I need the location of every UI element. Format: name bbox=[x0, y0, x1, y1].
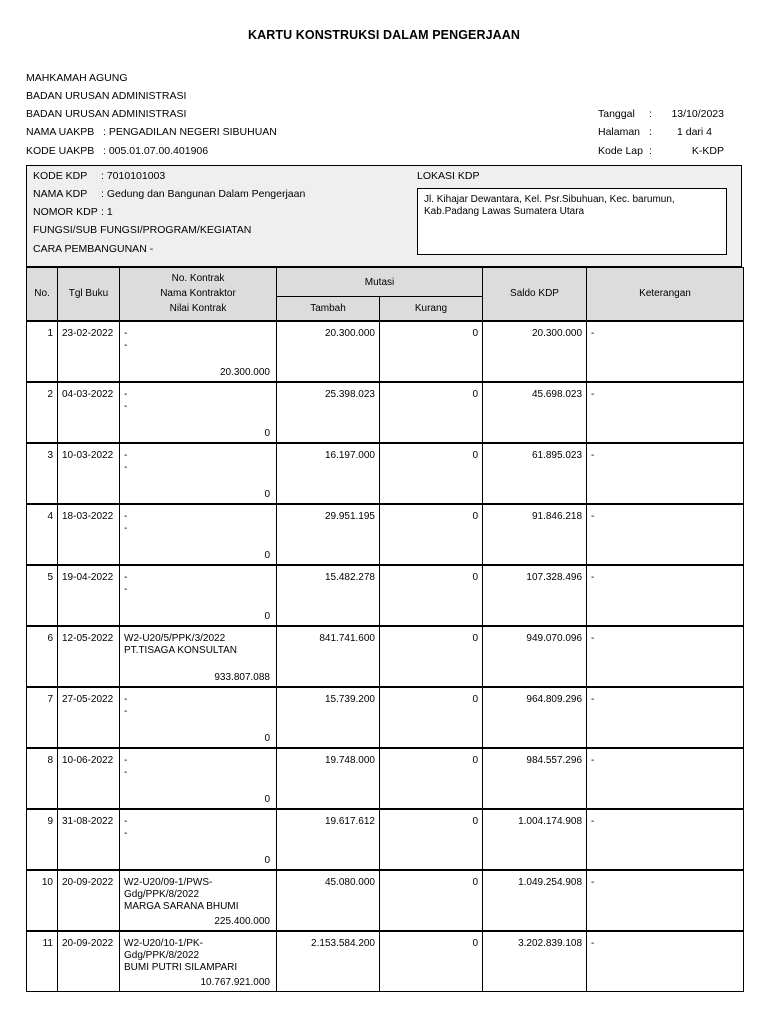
header-mutasi: Mutasi bbox=[277, 268, 483, 297]
cell-kurang: 0 bbox=[380, 687, 483, 748]
cell-keterangan: - bbox=[587, 931, 744, 992]
cell-nilai-kontrak: 0 bbox=[264, 854, 270, 866]
cell-no-kontrak: - bbox=[124, 693, 128, 705]
cell-tgl-buku: 12-05-2022 bbox=[58, 626, 120, 687]
lokasi-kdp-value: Jl. Kihajar Dewantara, Kel. Psr.Sibuhuan, Kec. barumun, Kab.Padang Lawas Sumatera Utara bbox=[417, 188, 727, 255]
cell-nama-kontraktor: MARGA SARANA BHUMI bbox=[124, 900, 239, 912]
cell-saldo: 61.895.023 bbox=[483, 443, 587, 504]
cell-tgl-buku: 23-02-2022 bbox=[58, 321, 120, 382]
kode-lap-value: K-KDP bbox=[691, 145, 724, 157]
kode-uakpb bbox=[26, 145, 208, 157]
cell-tambah: 16.197.000 bbox=[277, 443, 380, 504]
cell-no: 8 bbox=[27, 748, 58, 809]
cell-no: 4 bbox=[27, 504, 58, 565]
cell-keterangan: - bbox=[587, 748, 744, 809]
cell-tambah: 20.300.000 bbox=[277, 321, 380, 382]
cell-kontrak bbox=[120, 443, 277, 504]
cell-saldo: 20.300.000 bbox=[483, 321, 587, 382]
cell-saldo: 3.202.839.108 bbox=[483, 931, 587, 992]
cell-nilai-kontrak: 0 bbox=[264, 427, 270, 439]
nomor-kdp-label: NOMOR KDP bbox=[33, 206, 98, 218]
cell-kurang: 0 bbox=[380, 382, 483, 443]
cell-tgl-buku: 18-03-2022 bbox=[58, 504, 120, 565]
table-row bbox=[27, 504, 744, 565]
nomor-kdp-value: : 1 bbox=[101, 206, 113, 218]
org-line-1: MAHKAMAH AGUNG bbox=[26, 72, 128, 84]
tanggal-label: Tanggal bbox=[598, 108, 635, 120]
header-tambah: Tambah bbox=[277, 297, 380, 321]
kode-uakpb-label: KODE UAKPB bbox=[26, 145, 95, 157]
header-tgl-buku: Tgl Buku bbox=[58, 268, 120, 321]
table-row bbox=[27, 321, 744, 382]
lokasi-kdp-label: LOKASI KDP bbox=[417, 170, 480, 182]
cell-kurang: 0 bbox=[380, 504, 483, 565]
cell-no: 6 bbox=[27, 626, 58, 687]
cell-keterangan: - bbox=[587, 382, 744, 443]
cell-tgl-buku: 20-09-2022 bbox=[58, 931, 120, 992]
cell-nilai-kontrak: 0 bbox=[264, 488, 270, 500]
cell-tgl-buku: 10-06-2022 bbox=[58, 748, 120, 809]
table-row bbox=[27, 443, 744, 504]
halaman-label: Halaman bbox=[598, 126, 641, 138]
document-title: KARTU KONSTRUKSI DALAM PENGERJAAN bbox=[247, 28, 521, 42]
cell-nama-kontraktor: BUMI PUTRI SILAMPARI bbox=[124, 961, 238, 973]
cell-tambah: 19.748.000 bbox=[277, 748, 380, 809]
cell-kontrak bbox=[120, 870, 277, 931]
cell-tgl-buku: 19-04-2022 bbox=[58, 565, 120, 626]
cara-pembangunan: CARA PEMBANGUNAN - bbox=[33, 243, 154, 255]
header-kontrak bbox=[120, 268, 277, 321]
table-row bbox=[27, 565, 744, 626]
cell-saldo: 1.049.254.908 bbox=[483, 870, 587, 931]
cell-tambah: 15.739.200 bbox=[277, 687, 380, 748]
header-keterangan: Keterangan bbox=[587, 268, 744, 321]
cell-nama-kontraktor: - bbox=[124, 766, 128, 778]
cell-kontrak bbox=[120, 748, 277, 809]
cell-no-kontrak: - bbox=[124, 449, 128, 461]
table-row bbox=[27, 748, 744, 809]
tanggal-value: 13/10/2023 bbox=[671, 108, 724, 120]
nama-kdp bbox=[33, 188, 305, 200]
cell-saldo: 984.557.296 bbox=[483, 748, 587, 809]
kdp-info-box bbox=[26, 165, 742, 267]
kode-lap-colon: : bbox=[649, 145, 652, 157]
header-no-kontrak: No. Kontrak bbox=[171, 273, 225, 285]
table-row bbox=[27, 626, 744, 687]
cell-nilai-kontrak: 20.300.000 bbox=[219, 366, 270, 378]
cell-tgl-buku: 20-09-2022 bbox=[58, 870, 120, 931]
cell-tambah: 15.482.278 bbox=[277, 565, 380, 626]
cell-keterangan: - bbox=[587, 443, 744, 504]
halaman-colon: : bbox=[649, 126, 652, 138]
cell-no-kontrak: - bbox=[124, 510, 128, 522]
nama-kdp-label: NAMA KDP bbox=[33, 188, 88, 200]
cell-kurang: 0 bbox=[380, 809, 483, 870]
nama-uakpb-label: NAMA UAKPB bbox=[26, 126, 95, 138]
cell-tgl-buku: 04-03-2022 bbox=[58, 382, 120, 443]
cell-tambah: 2.153.584.200 bbox=[277, 931, 380, 992]
cell-no: 10 bbox=[27, 870, 58, 931]
cell-keterangan: - bbox=[587, 870, 744, 931]
cell-no: 1 bbox=[27, 321, 58, 382]
cell-kurang: 0 bbox=[380, 626, 483, 687]
cell-kurang: 0 bbox=[380, 321, 483, 382]
table-row bbox=[27, 870, 744, 931]
cell-nama-kontraktor: - bbox=[124, 522, 128, 534]
cell-kurang: 0 bbox=[380, 748, 483, 809]
cell-nilai-kontrak: 0 bbox=[264, 610, 270, 622]
table-row bbox=[27, 809, 744, 870]
cell-saldo: 107.328.496 bbox=[483, 565, 587, 626]
cell-kontrak bbox=[120, 687, 277, 748]
cell-kontrak bbox=[120, 626, 277, 687]
cell-saldo: 1.004.174.908 bbox=[483, 809, 587, 870]
cell-no: 3 bbox=[27, 443, 58, 504]
header-nama-kontraktor: Nama Kontraktor bbox=[160, 288, 236, 300]
cell-no: 11 bbox=[27, 931, 58, 992]
header-nilai-kontrak: Nilai Kontrak bbox=[169, 303, 227, 315]
cell-tambah: 29.951.195 bbox=[277, 504, 380, 565]
cell-nama-kontraktor: - bbox=[124, 339, 128, 351]
kode-kdp-label: KODE KDP bbox=[33, 170, 88, 182]
table-row bbox=[27, 931, 744, 992]
cell-no: 7 bbox=[27, 687, 58, 748]
cell-keterangan: - bbox=[587, 321, 744, 382]
table-row bbox=[27, 687, 744, 748]
cell-nama-kontraktor: - bbox=[124, 583, 128, 595]
cell-kurang: 0 bbox=[380, 565, 483, 626]
cell-no-kontrak: - bbox=[124, 388, 128, 400]
org-line-3: BADAN URUSAN ADMINISTRASI bbox=[26, 108, 187, 120]
cell-no-kontrak: - bbox=[124, 815, 128, 827]
cell-no-kontrak: W2-U20/10-1/PK-Gdg/PPK/8/2022 bbox=[124, 937, 203, 961]
cell-kontrak bbox=[120, 504, 277, 565]
cell-kurang: 0 bbox=[380, 870, 483, 931]
cell-no-kontrak: - bbox=[124, 754, 128, 766]
kdp-table bbox=[26, 267, 744, 992]
cell-keterangan: - bbox=[587, 626, 744, 687]
table-row bbox=[27, 382, 744, 443]
kode-kdp bbox=[33, 170, 165, 182]
cell-tambah: 25.398.023 bbox=[277, 382, 380, 443]
header-saldo-kdp: Saldo KDP bbox=[483, 268, 587, 321]
cell-keterangan: - bbox=[587, 687, 744, 748]
cell-nama-kontraktor: - bbox=[124, 705, 128, 717]
kode-kdp-value: : 7010101003 bbox=[101, 170, 166, 182]
cell-keterangan: - bbox=[587, 565, 744, 626]
kode-lap-label: Kode Lap bbox=[598, 145, 643, 157]
cell-saldo: 45.698.023 bbox=[483, 382, 587, 443]
cell-nama-kontraktor: - bbox=[124, 400, 128, 412]
header-no: No. bbox=[27, 268, 58, 321]
org-line-2: BADAN URUSAN ADMINISTRASI bbox=[26, 90, 187, 102]
cell-kontrak bbox=[120, 382, 277, 443]
cell-saldo: 964.809.296 bbox=[483, 687, 587, 748]
tanggal-colon: : bbox=[649, 108, 652, 120]
cell-keterangan: - bbox=[587, 504, 744, 565]
cell-no-kontrak: - bbox=[124, 571, 128, 583]
cell-nilai-kontrak: 933.807.088 bbox=[214, 671, 270, 683]
nama-uakpb-value: : PENGADILAN NEGERI SIBUHUAN bbox=[103, 126, 277, 138]
fungsi-kegiatan: FUNGSI/SUB FUNGSI/PROGRAM/KEGIATAN bbox=[33, 224, 252, 236]
nomor-kdp bbox=[33, 206, 113, 218]
cell-nilai-kontrak: 0 bbox=[264, 793, 270, 805]
cell-nilai-kontrak: 0 bbox=[264, 549, 270, 561]
header-kurang: Kurang bbox=[380, 297, 483, 321]
cell-tambah: 45.080.000 bbox=[277, 870, 380, 931]
cell-saldo: 949.070.096 bbox=[483, 626, 587, 687]
cell-no-kontrak: W2-U20/5/PPK/3/2022 bbox=[124, 632, 226, 644]
cell-no: 9 bbox=[27, 809, 58, 870]
cell-kontrak bbox=[120, 565, 277, 626]
cell-kurang: 0 bbox=[380, 931, 483, 992]
cell-tgl-buku: 10-03-2022 bbox=[58, 443, 120, 504]
cell-nama-kontraktor: - bbox=[124, 827, 128, 839]
cell-nama-kontraktor: - bbox=[124, 461, 128, 473]
cell-nilai-kontrak: 225.400.000 bbox=[214, 915, 270, 927]
cell-nilai-kontrak: 10.767.921.000 bbox=[200, 977, 270, 988]
nama-uakpb bbox=[26, 126, 277, 138]
cell-kurang: 0 bbox=[380, 443, 483, 504]
cell-kontrak bbox=[120, 321, 277, 382]
cell-nama-kontraktor: PT.TISAGA KONSULTAN bbox=[124, 644, 237, 656]
cell-kontrak bbox=[120, 809, 277, 870]
cell-tgl-buku: 27-05-2022 bbox=[58, 687, 120, 748]
nama-kdp-value: : Gedung dan Bangunan Dalam Pengerjaan bbox=[101, 188, 306, 200]
cell-tgl-buku: 31-08-2022 bbox=[58, 809, 120, 870]
cell-kontrak bbox=[120, 931, 277, 992]
cell-tambah: 19.617.612 bbox=[277, 809, 380, 870]
halaman-value: 1 dari 4 bbox=[676, 126, 712, 138]
cell-saldo: 91.846.218 bbox=[483, 504, 587, 565]
cell-no: 2 bbox=[27, 382, 58, 443]
cell-no: 5 bbox=[27, 565, 58, 626]
cell-nilai-kontrak: 0 bbox=[264, 732, 270, 744]
cell-no-kontrak: - bbox=[124, 327, 128, 339]
cell-no-kontrak: W2-U20/09-1/PWS-Gdg/PPK/8/2022 bbox=[124, 876, 213, 900]
kode-uakpb-value: : 005.01.07.00.401906 bbox=[103, 145, 209, 157]
cell-tambah: 841.741.600 bbox=[277, 626, 380, 687]
cell-keterangan: - bbox=[587, 809, 744, 870]
